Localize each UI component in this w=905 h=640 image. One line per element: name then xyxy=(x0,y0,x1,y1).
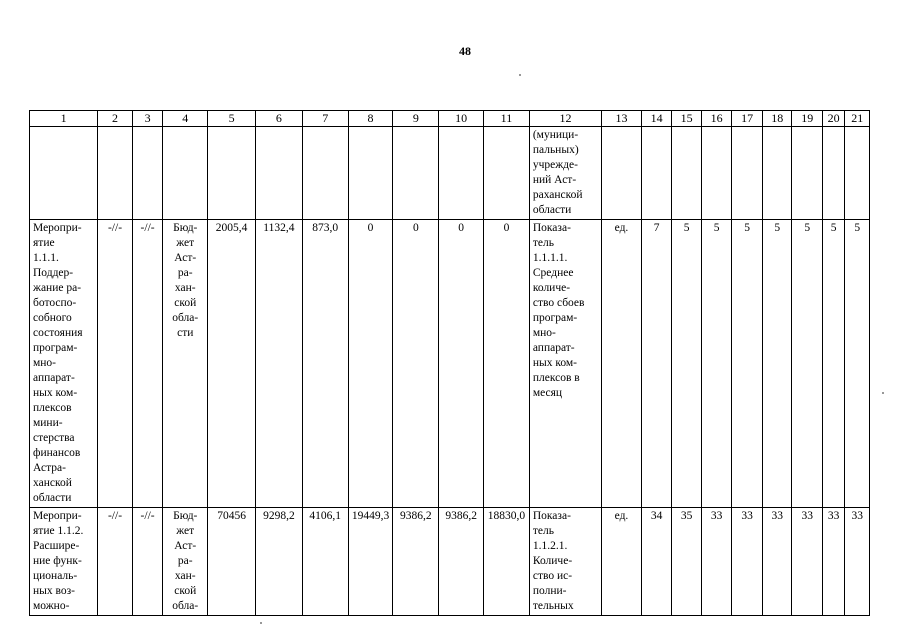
scan-speck xyxy=(882,392,884,394)
ditto-cell: -//- xyxy=(98,220,133,508)
value-cell: 2005,4 xyxy=(208,220,256,508)
value-cell: 18830,0 xyxy=(484,508,530,616)
header-cell: 15 xyxy=(672,111,702,127)
header-row xyxy=(30,111,870,127)
unit-cell: ед. xyxy=(602,220,642,508)
ditto-cell: -//- xyxy=(132,508,163,616)
value-cell: 9386,2 xyxy=(439,508,484,616)
indicator-cell: (муници- пальных) учрежде- ний Аст- раханской области xyxy=(529,127,601,220)
value-cell: 9386,2 xyxy=(393,508,439,616)
header-cell: 10 xyxy=(439,111,484,127)
indicator-cell: Показа- тель 1.1.2.1. Количе- ство ис- полни- тельных xyxy=(529,508,601,616)
year-value-cell: 33 xyxy=(792,508,823,616)
year-value-cell: 5 xyxy=(762,220,792,508)
year-value-cell: 34 xyxy=(641,508,672,616)
value-cell: 0 xyxy=(393,220,439,508)
header-cell: 9 xyxy=(393,111,439,127)
header-cell: 8 xyxy=(348,111,393,127)
header-cell: 7 xyxy=(302,111,348,127)
value-cell: 4106,1 xyxy=(302,508,348,616)
year-value-cell: 33 xyxy=(762,508,792,616)
budget-table xyxy=(29,110,870,616)
year-value-cell: 5 xyxy=(672,220,702,508)
scan-speck xyxy=(260,622,262,624)
funding-source-cell: Бюд- жет Аст- ра- хан- ской обла- сти xyxy=(163,220,208,508)
header-cell: 19 xyxy=(792,111,823,127)
year-value-cell: 5 xyxy=(792,220,823,508)
header-cell: 21 xyxy=(845,111,870,127)
unit-cell: ед. xyxy=(602,508,642,616)
value-cell: 0 xyxy=(439,220,484,508)
year-value-cell: 33 xyxy=(822,508,844,616)
continuation-row xyxy=(30,127,870,220)
header-cell: 18 xyxy=(762,111,792,127)
value-cell: 1132,4 xyxy=(255,220,302,508)
header-cell: 20 xyxy=(822,111,844,127)
value-cell: 9298,2 xyxy=(255,508,302,616)
year-value-cell: 33 xyxy=(701,508,732,616)
header-cell: 11 xyxy=(484,111,530,127)
header-cell: 2 xyxy=(98,111,133,127)
year-value-cell: 33 xyxy=(732,508,763,616)
header-cell: 4 xyxy=(163,111,208,127)
header-cell: 14 xyxy=(641,111,672,127)
year-value-cell: 33 xyxy=(845,508,870,616)
ditto-cell: -//- xyxy=(132,220,163,508)
header-cell: 5 xyxy=(208,111,256,127)
header-cell: 3 xyxy=(132,111,163,127)
ditto-cell: -//- xyxy=(98,508,133,616)
value-cell: 873,0 xyxy=(302,220,348,508)
activity-name-cell: Меропри- ятие 1.1.1. Поддер- жание ра- ботоспо- собного состояния програм- мно- аппарат- ных ком- плексов мини- стерства финансов Астра- ханской области xyxy=(30,220,98,508)
year-value-cell: 5 xyxy=(701,220,732,508)
year-value-cell: 7 xyxy=(641,220,672,508)
header-cell: 6 xyxy=(255,111,302,127)
funding-source-cell: Бюд- жет Аст- ра- хан- ской обла- xyxy=(163,508,208,616)
year-value-cell: 5 xyxy=(822,220,844,508)
table-row xyxy=(30,220,870,508)
header-cell: 1 xyxy=(30,111,98,127)
page-number: 48 xyxy=(459,44,471,58)
year-value-cell: 35 xyxy=(672,508,702,616)
indicator-cell: Показа- тель 1.1.1.1. Среднее количе- ство сбоев програм- мно- аппарат- ных ком- плексов в месяц xyxy=(529,220,601,508)
value-cell: 0 xyxy=(348,220,393,508)
year-value-cell: 5 xyxy=(732,220,763,508)
header-cell: 12 xyxy=(529,111,601,127)
year-value-cell: 5 xyxy=(845,220,870,508)
table-row xyxy=(30,508,870,616)
value-cell: 19449,3 xyxy=(348,508,393,616)
header-cell: 17 xyxy=(732,111,763,127)
activity-name-cell: Меропри- ятие 1.1.2. Расшире- ние функ- циональ- ных воз- можно- xyxy=(30,508,98,616)
header-cell: 13 xyxy=(602,111,642,127)
scan-speck xyxy=(519,74,521,76)
value-cell: 70456 xyxy=(208,508,256,616)
header-cell: 16 xyxy=(701,111,732,127)
value-cell: 0 xyxy=(484,220,530,508)
